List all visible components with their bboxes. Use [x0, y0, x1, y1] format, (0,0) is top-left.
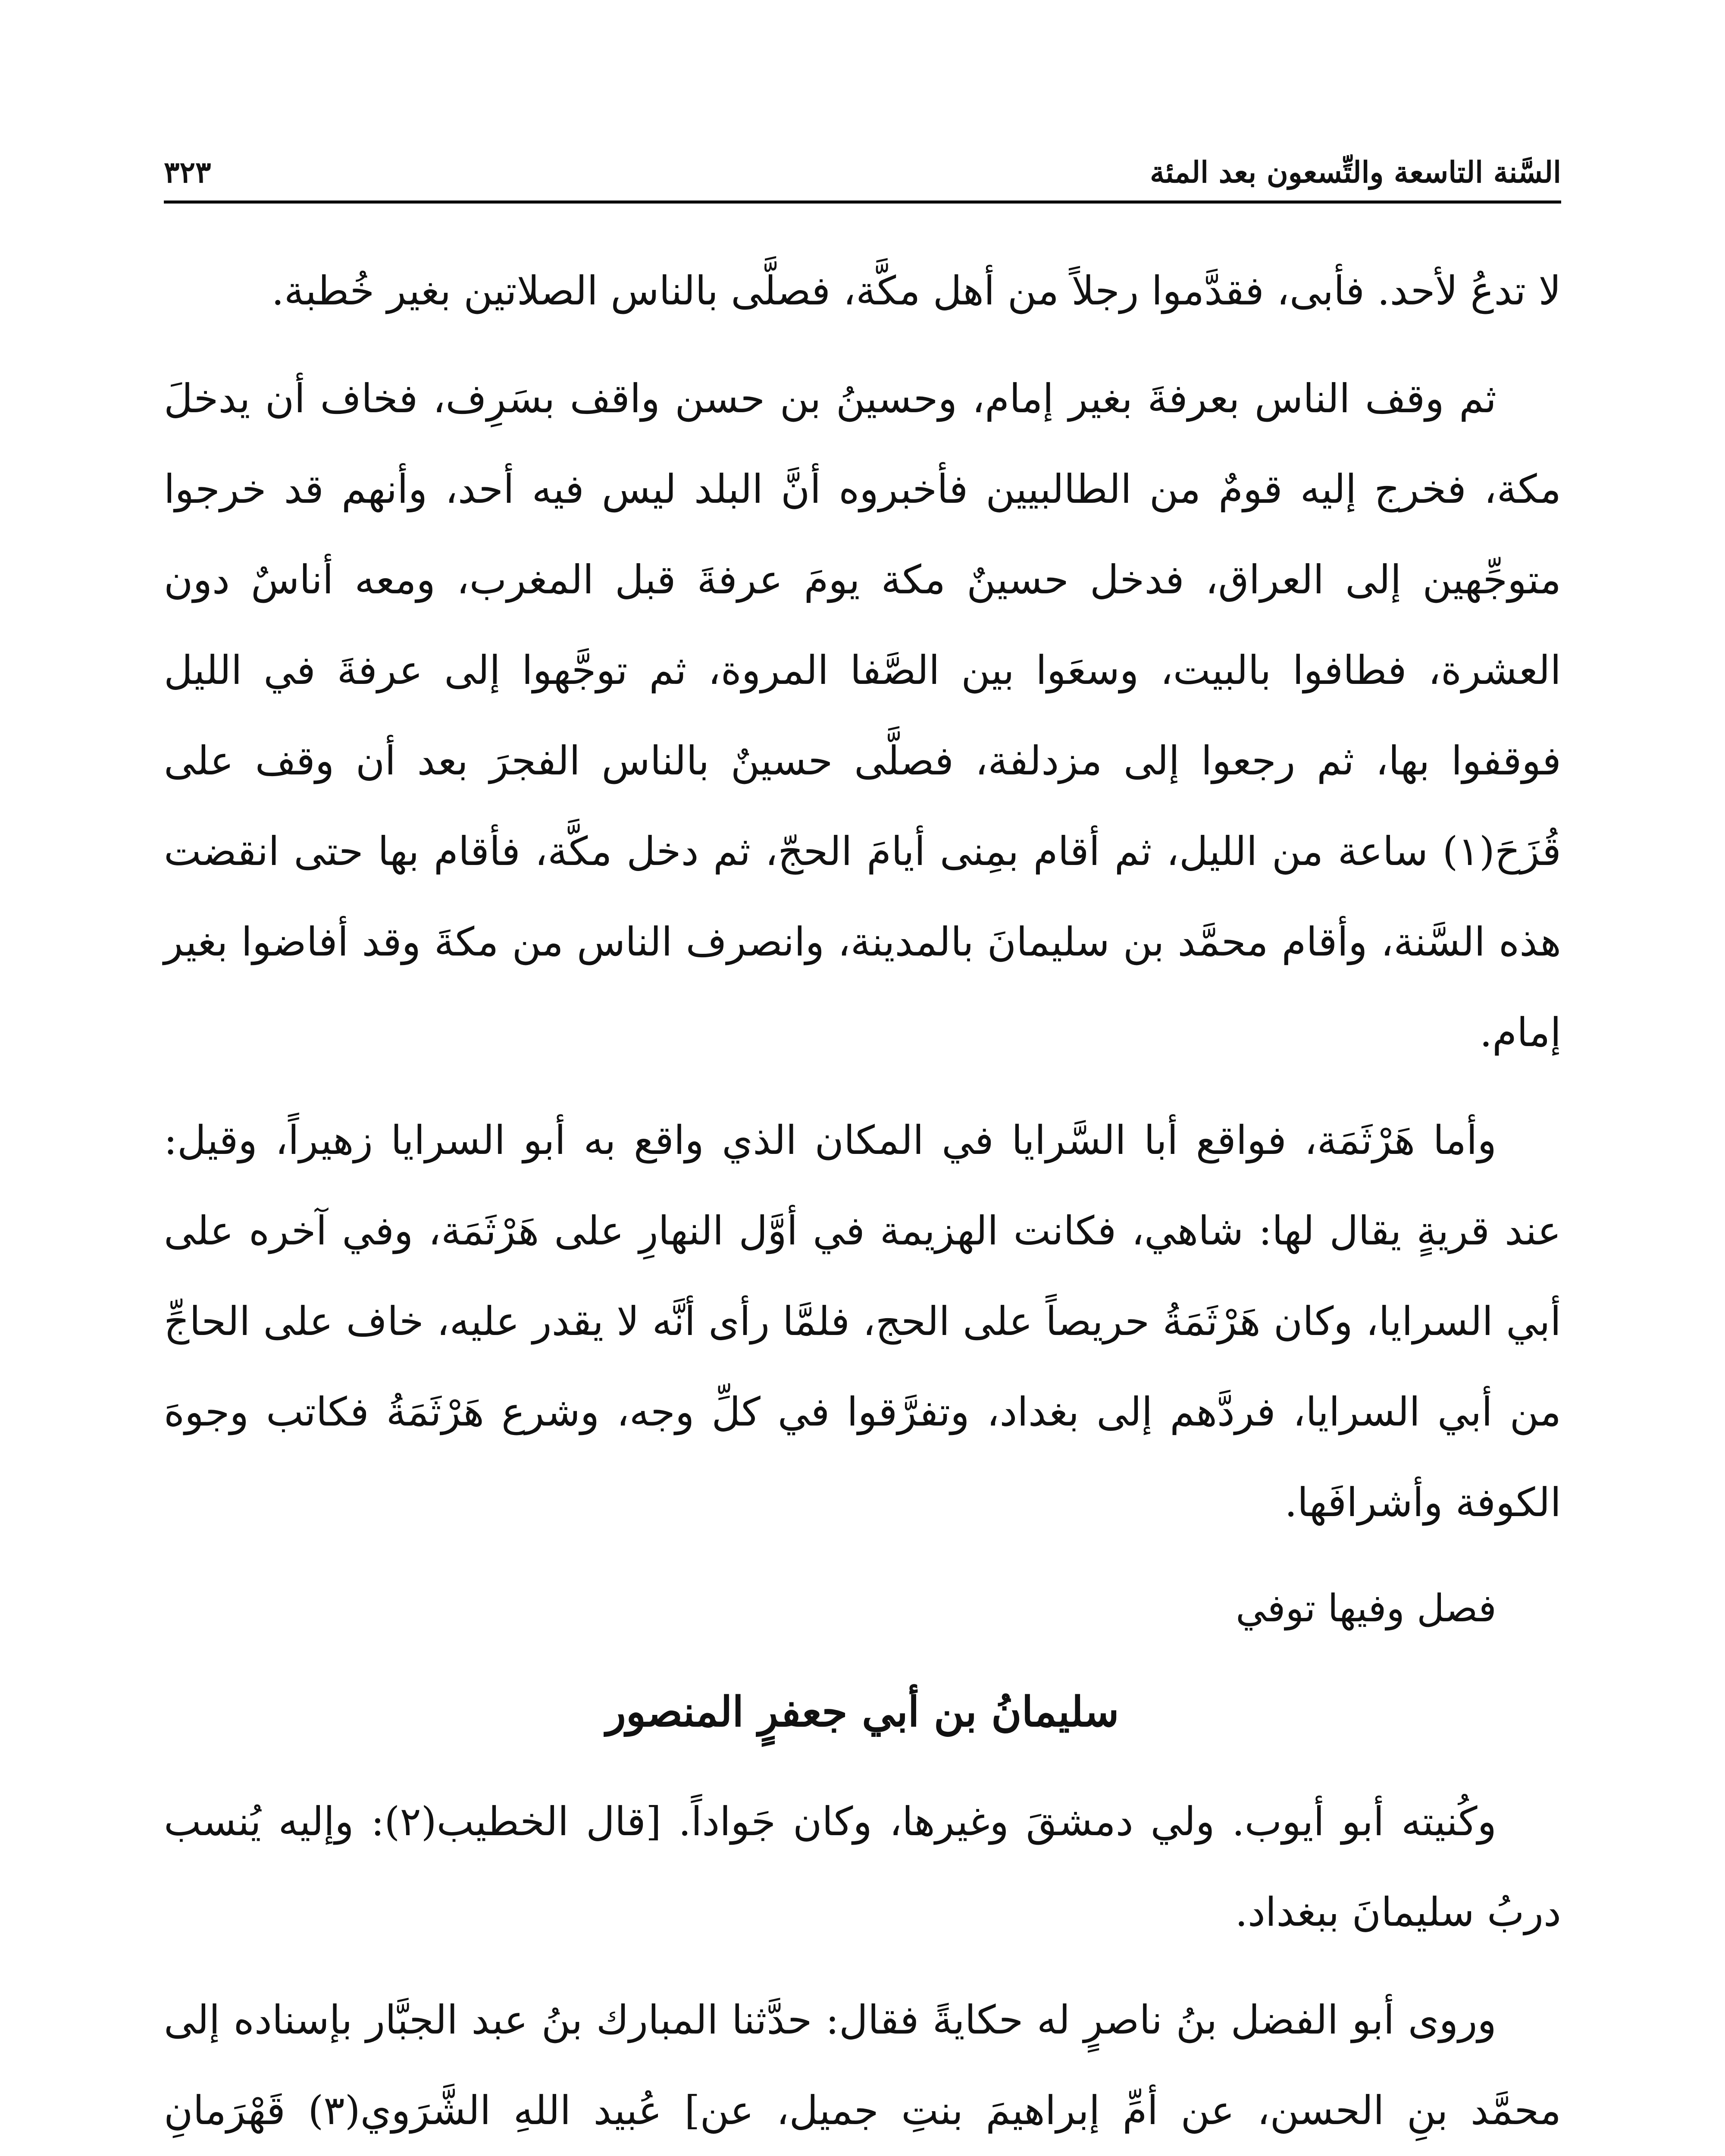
section-heading: سليمانُ بن أبي جعفرٍ المنصور: [606, 1687, 1119, 1736]
paragraph: ثم وقف الناس بعرفةَ بغير إمام، وحسينُ بن حسن واقف بسَرِف، فخاف أن يدخلَ مكة، فخرج إليه قومٌ من الطالبيين فأخبروه أنَّ البلد ليس فيه أحد، وأنهم قد خرجوا متوجِّهين إلى العراق، فدخل حسينٌ مكة يومَ عرفةَ قبل المغرب، ومعه أناسٌ دون العشرة، فطافوا بالبيت، وسعَوا بين الصَّفا المروة، ثم توجَّهوا إلى عرفةَ في الليل فوقفوا بها، ثم رجعوا إلى مزدلفة، فصلَّى حسينٌ بالناس الفجرَ بعد أن وقف على قُزَحَ(١) ساعة من الليل، ثم أقام بمِنى أيامَ الحجّ، ثم دخل مكَّة، فأقام بها حتى انقضت هذه السَّنة، وأقام محمَّد بن سليمانَ بالمدينة، وانصرف الناس من مكةَ وقد أفاضوا بغير إمام.: [164, 376, 1562, 1056]
paragraph: وروى أبو الفضل بنُ ناصرٍ له حكايةً فقال: حدَّثنا المبارك بنُ عبد الجبَّار بإسناده إلى محمَّد بنِ الحسن، عن أمِّ إبراهيمَ بنتِ جميل، عن] عُبيد اللهِ الشَّرَوي(٣) قَهْرَمانِ: [164, 1997, 1562, 2134]
header-divider: [164, 201, 1561, 204]
page-number: ٣٢٣: [164, 155, 211, 190]
section-label: فصل وفيها توفي: [1236, 1586, 1496, 1630]
main-text: [164, 246, 1561, 2156]
paragraph: وكُنيته أبو أيوب. ولي دمشقَ وغيرها، وكان جَواداً. [قال الخطيب(٢): وإليه يُنسب دربُ سليمانَ ببغداد.: [164, 1799, 1561, 1935]
paragraph: وأما هَرْثَمَة، فواقع أبا السَّرايا في المكان الذي واقع به أبو السرايا زهيراً، وقيل: عند قريةٍ يقال لها: شاهي، فكانت الهزيمة في أوَّل النهارِ على هَرْثَمَة، وفي آخره على أبي السرايا، وكان هَرْثَمَةُ حريصاً على الحج، فلمَّا رأى أنَّه لا يقدر عليه، خاف على الحاجِّ من أبي السرايا، فردَّهم إلى بغداد، وتفرَّقوا في كلِّ وجه، وشرع هَرْثَمَةُ فكاتب وجوهَ الكوفة وأشرافَها.: [164, 1117, 1561, 1526]
paragraph: لا تدعُ لأحد. فأبى، فقدَّموا رجلاً من أهل مكَّة، فصلَّى بالناس الصلاتين بغير خُطبة.: [271, 268, 1561, 314]
running-header: [164, 129, 1561, 190]
header-title: السَّنة التاسعة والتِّسعون بعد المئة: [1150, 155, 1561, 190]
